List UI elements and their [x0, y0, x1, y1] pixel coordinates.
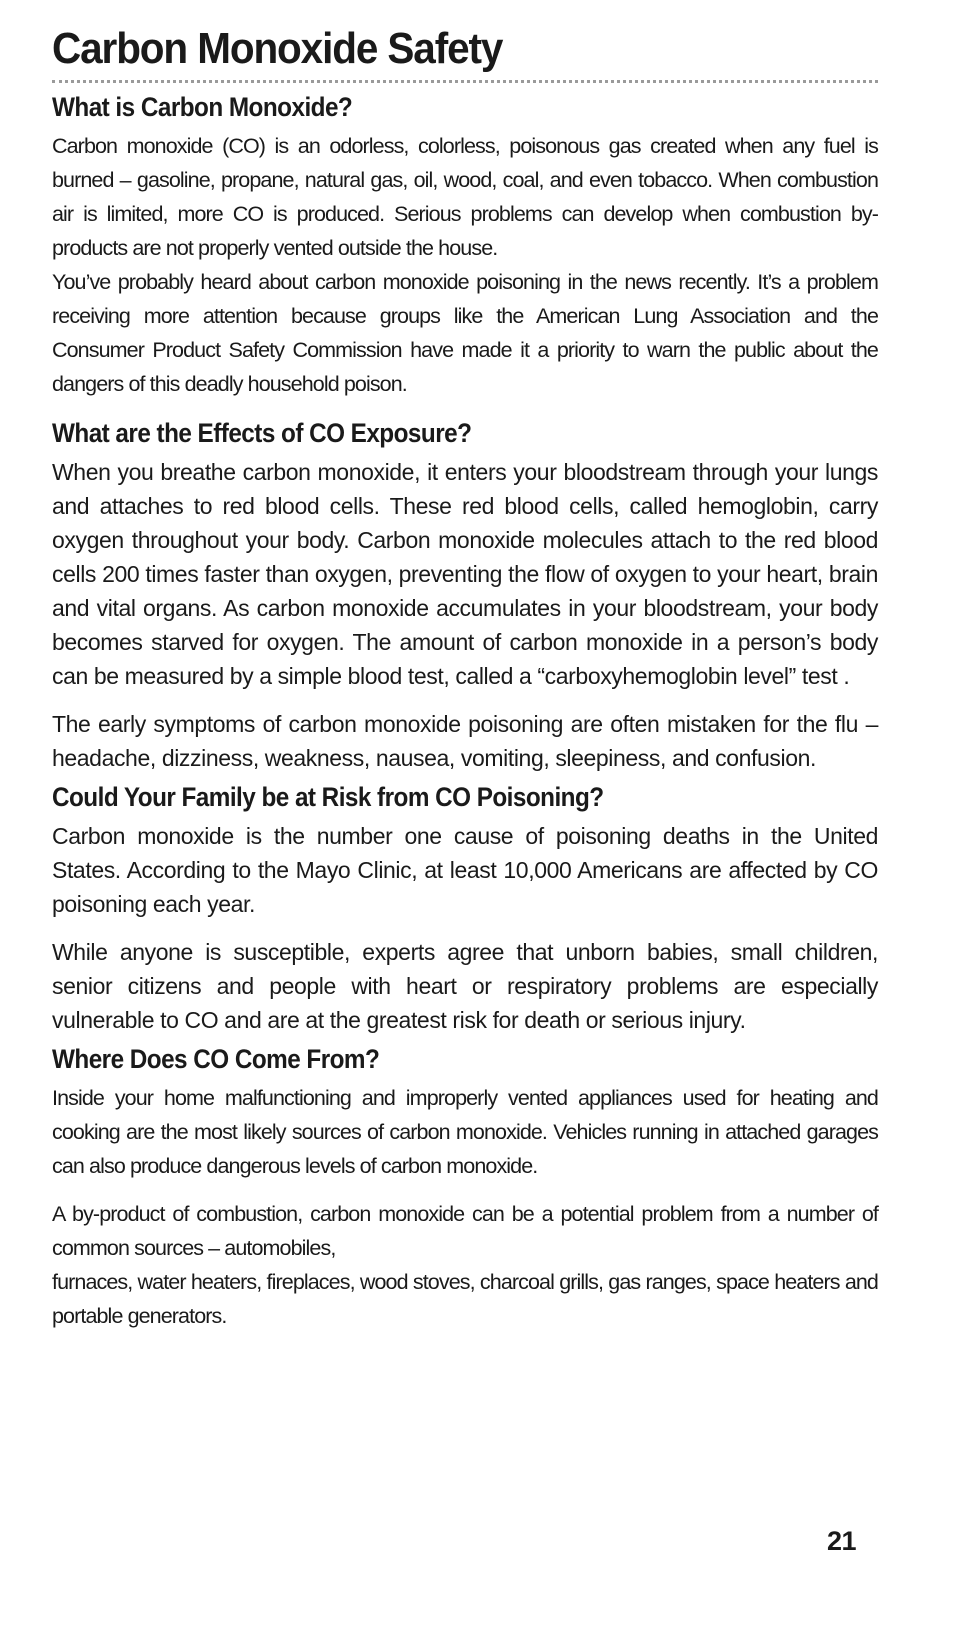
paragraph: Carbon monoxide (CO) is an odorless, colorless, poisonous gas created when any fuel is burned – gasoline, propane, natural gas, oil, wood, coal, and even tobacco. When combustion air is limited, more CO is produced. Serious problems can develop when combustion by-products are not properly vented outside the house.	[52, 134, 878, 260]
paragraph: While anyone is susceptible, experts agree that unborn babies, small children, senior citizens and people with heart or respiratory problems are especially vulnerable to CO and are at the greatest risk for death or serious injury.	[52, 939, 878, 1033]
paragraph: The early symptoms of carbon monoxide poisoning are often mistaken for the flu – headache, dizziness, weakness, nausea, vomiting, sleepiness, and confusion.	[52, 711, 878, 771]
page-number: 21	[826, 1526, 856, 1556]
section-heading-what-is-co: What is Carbon Monoxide?	[52, 92, 353, 122]
paragraph: You’ve probably heard about carbon monoxide poisoning in the news recently. It’s a problem receiving more attention because groups like the American Lung Association and the Consumer Product Safety Commission have made it a priority to warn the public about the dangers of this deadly household poison.	[52, 270, 878, 396]
paragraph: When you breathe carbon monoxide, it enters your bloodstream through your lungs and attaches to red blood cells. These red blood cells, called hemoglobin, carry oxygen throughout your body. Carbon monoxide molecules attach to the red blood cells 200 times faster than oxygen, preventing the flow of oxygen to your heart, brain and vital organs. As carbon monoxide accumulates in your bloodstream, your body becomes starved for oxygen. The amount of carbon monoxide in a person’s body can be measured by a simple blood test, called a “carboxyhemoglobin level” test .	[52, 459, 878, 689]
section-heading-family-risk: Could Your Family be at Risk from CO Poisoning?	[52, 782, 604, 812]
dotted-divider	[52, 80, 878, 83]
paragraph: Inside your home malfunctioning and improperly vented appliances used for heating and cooking are the most likely sources of carbon monoxide. Vehicles running in attached garages can also produce dangerous levels of carbon monoxide.	[52, 1086, 878, 1178]
document-page	[52, 22, 878, 1333]
paragraph: A by-product of combustion, carbon monoxide can be a potential problem from a number of common sources – automobiles,	[52, 1202, 878, 1260]
section-heading-effects-of-co: What are the Effects of CO Exposure?	[52, 418, 472, 448]
paragraph: Carbon monoxide is the number one cause of poisoning deaths in the United States. According to the Mayo Clinic, at least 10,000 Americans are affected by CO poisoning each year.	[52, 823, 878, 917]
section-heading-where-co-comes-from: Where Does CO Come From?	[52, 1044, 380, 1074]
paragraph: furnaces, water heaters, fireplaces, wood stoves, charcoal grills, gas ranges, space heaters and portable generators.	[52, 1270, 878, 1328]
page-title: Carbon Monoxide Safety	[52, 24, 503, 73]
